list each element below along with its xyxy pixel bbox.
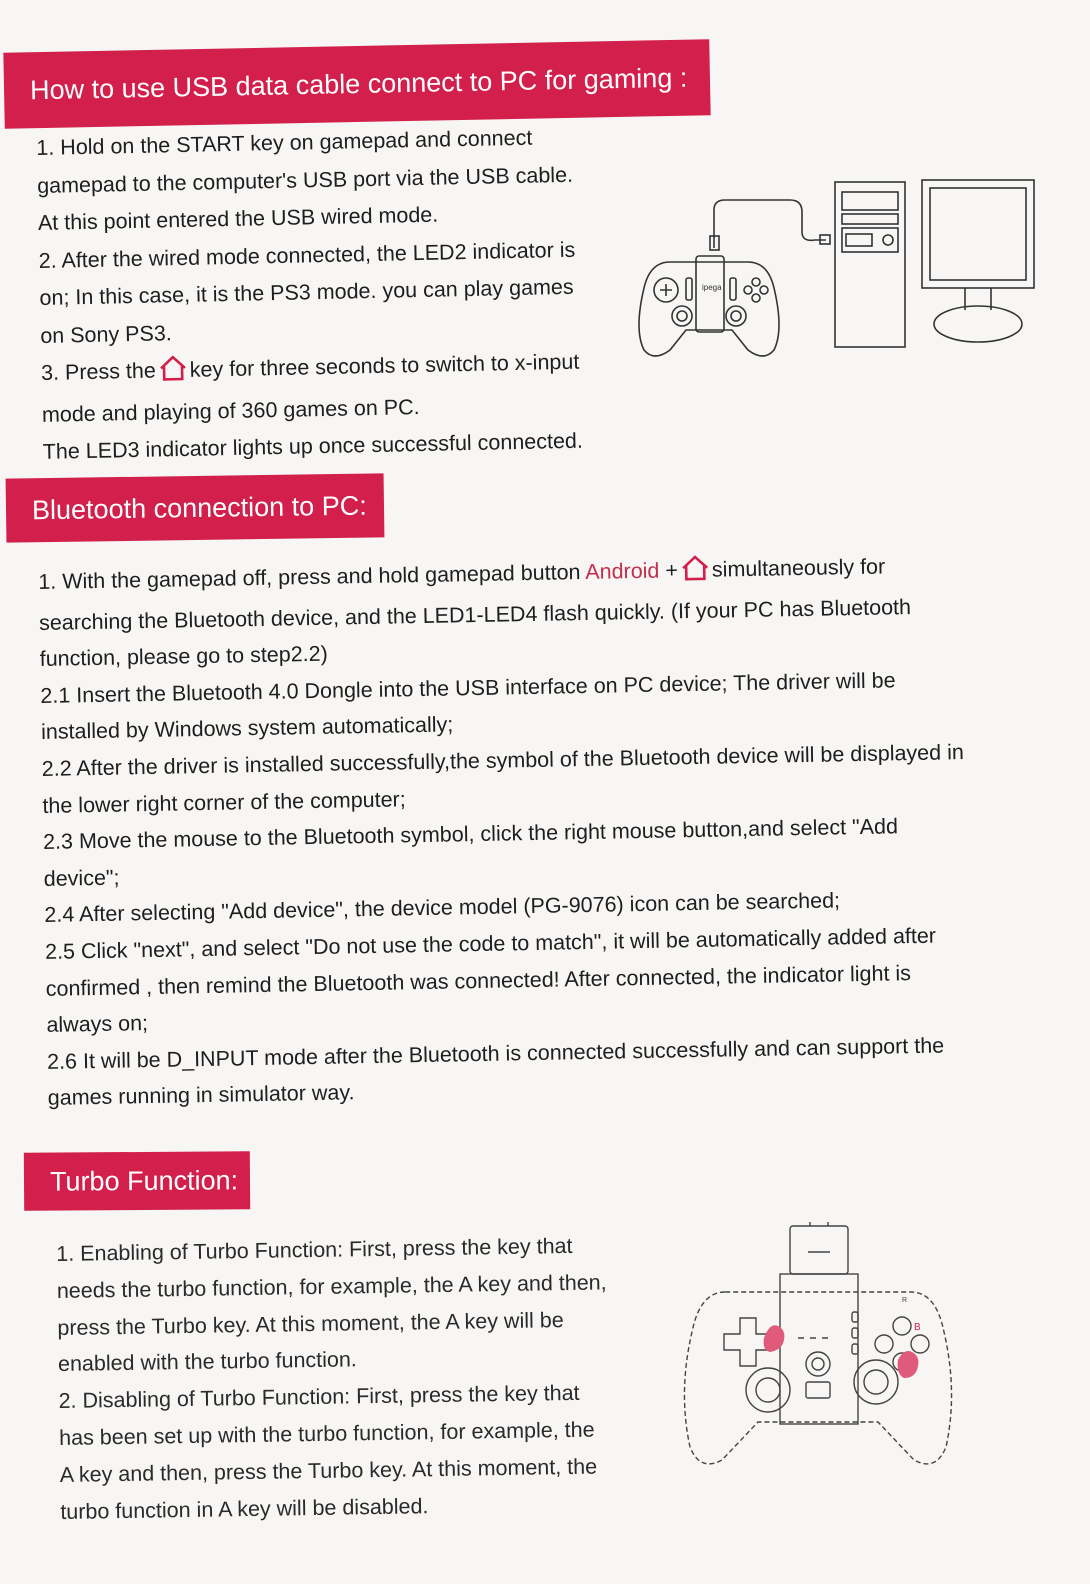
bluetooth-line: 2.2 After the driver is installed successfully,the symbol of the Bluetooth device will be displayed in [41, 740, 965, 781]
bluetooth-line: function, please go to step2.2) [39, 641, 328, 672]
bluetooth-heading-text: Bluetooth connection to PC: [31, 490, 367, 525]
pointing-hand-turbo-icon [764, 1325, 785, 1352]
turbo-line: turbo function in A key will be disabled. [60, 1493, 429, 1524]
bluetooth-line: installed by Windows system automatically; [40, 712, 454, 745]
usb-line: gamepad to the computer's USB port via the USB cable. [36, 162, 574, 198]
bluetooth-step1-prefix: 1. With the gamepad off, press and hold gamepad button [38, 560, 581, 594]
bluetooth-line: 2.3 Move the mouse to the Bluetooth symbol, click the right mouse button,and select "Add [42, 814, 899, 855]
plus-sign: + [665, 558, 679, 583]
bluetooth-line: confirmed , then remind the Bluetooth was connected! After connected, the indicator light is [45, 960, 912, 1001]
turbo-heading-text: Turbo Function: [49, 1164, 239, 1197]
bluetooth-line: 2.1 Insert the Bluetooth 4.0 Dongle into the USB interface on PC device; The driver will be [40, 668, 896, 708]
bluetooth-section-heading [6, 473, 385, 542]
usb-line: The LED3 indicator lights up once successful connected. [42, 428, 584, 464]
gamepad-brand-label: ipega [702, 283, 722, 292]
usb-step3-prefix: 3. Press the [40, 358, 157, 385]
bluetooth-line: 2.6 It will be D_INPUT mode after the Bluetooth is connected successfully and can support the [46, 1033, 945, 1074]
usb-line: on Sony PS3. [40, 320, 173, 348]
bluetooth-line: always on; [46, 1011, 149, 1038]
usb-line: At this point entered the USB wired mode. [37, 202, 439, 235]
bluetooth-line: searching the Bluetooth device, and the LED1-LED4 flash quickly. (If your PC has Bluetooth [38, 594, 912, 635]
gamepad-pc-connection-illustration [630, 170, 1040, 370]
turbo-line: 2. Disabling of Turbo Function: First, press the key that [58, 1380, 580, 1414]
usb-line: on; In this case, it is the PS3 mode. you can play games [39, 274, 574, 310]
usb-line: mode and playing of 360 games on PC. [41, 394, 420, 427]
turbo-line: A key and then, press the Turbo key. At this moment, the [59, 1454, 598, 1487]
usb-instructions [36, 119, 583, 472]
bluetooth-instructions [38, 547, 970, 1117]
pointing-hand-a-key-icon [898, 1351, 919, 1378]
home-key-icon [157, 355, 188, 394]
usb-section-heading [3, 39, 710, 129]
r-trigger-label: R [902, 1297, 908, 1304]
turbo-instructions [56, 1227, 610, 1530]
usb-line: 2. After the wired mode connected, the LED2 indicator is [38, 237, 576, 273]
android-button-label: Android [585, 558, 660, 584]
turbo-line: enabled with the turbo function. [57, 1347, 357, 1377]
turbo-section-heading [24, 1151, 250, 1211]
bluetooth-line: games running in simulator way. [47, 1080, 355, 1111]
turbo-line: 1. Enabling of Turbo Function: First, press the key that [56, 1233, 573, 1266]
b-button-label: B [914, 1322, 921, 1333]
bluetooth-line: 2.5 Click "next", and select "Do not use the code to match", it will be automatically added after [44, 923, 937, 964]
usb-line: 1. Hold on the START key on gamepad and connect [36, 125, 533, 160]
usb-step3-suffix: key for three seconds to switch to x-input [189, 349, 580, 382]
turbo-line: needs the turbo function, for example, the A key and then, [56, 1270, 607, 1303]
bluetooth-line: 2.4 After selecting "Add device", the device model (PG-9076) icon can be searched; [44, 888, 841, 928]
bluetooth-step1-suffix: simultaneously for [711, 554, 886, 582]
bluetooth-line: device"; [43, 865, 120, 891]
bluetooth-line: the lower right corner of the computer; [42, 786, 406, 818]
turbo-line: press the Turbo key. At this moment, the A key will be [57, 1307, 564, 1340]
turbo-gamepad-illustration [670, 1222, 966, 1484]
usb-heading-text: How to use USB data cable connect to PC for gaming : [29, 62, 688, 105]
turbo-line: has been set up with the turbo function, for example, the [58, 1417, 595, 1450]
home-key-icon [680, 555, 711, 593]
